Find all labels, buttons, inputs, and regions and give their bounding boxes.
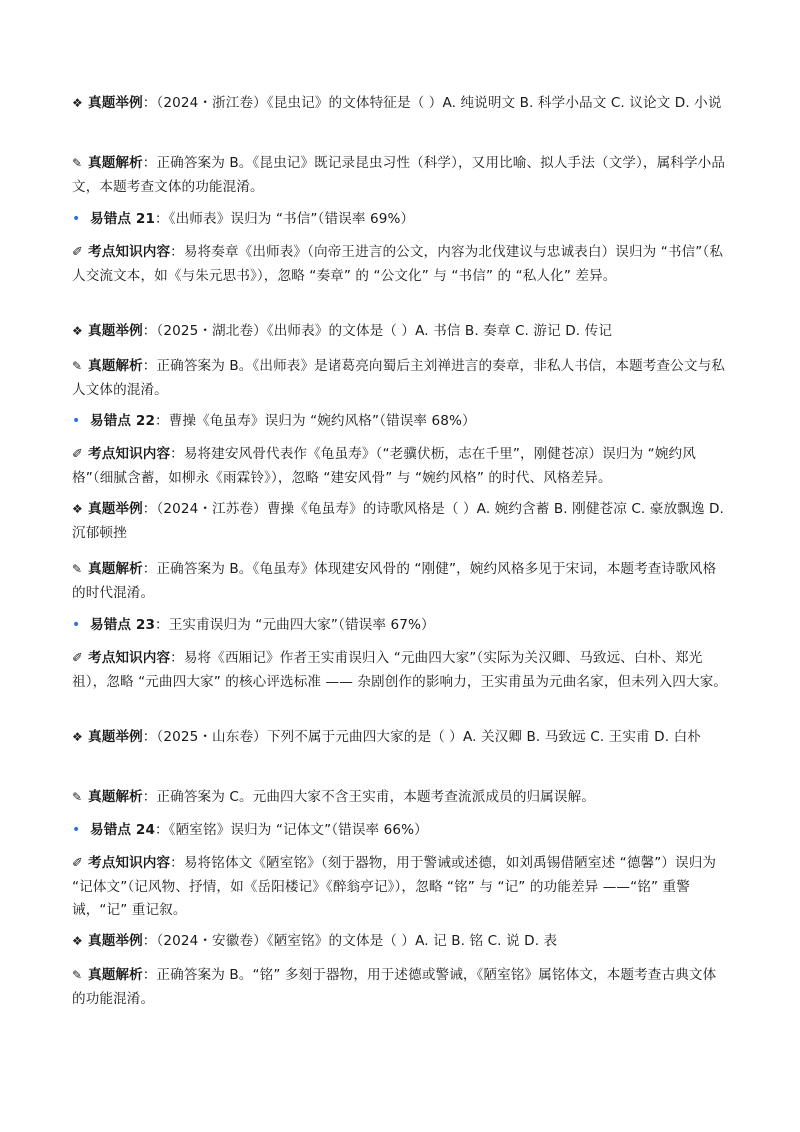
- knowledge-content-21: [72, 241, 728, 288]
- entry-label: 真题举例: [88, 501, 143, 517]
- entry-text: ：《陋室铭》误归为 “记体文”（错误率 66%）: [155, 822, 428, 838]
- pencil-icon: ✎: [72, 156, 83, 170]
- entry-label: 真题解析: [88, 967, 143, 983]
- entry-text: ：正确答案为 B。《昆虫记》既记录昆虫习性（科学），又用比喻、拟人手法（文学），属科学小品文，本题考查文体的功能混淆。: [72, 155, 726, 195]
- knowledge-content-22: [72, 443, 728, 490]
- entry-label: 易错点 24: [90, 822, 156, 838]
- diamond-icon: ❖: [72, 324, 83, 338]
- entry-text: ：正确答案为 B。《出师表》是诸葛亮向蜀后主刘禅进言的奏章，非私人书信，本题考查公文与私人文体的混淆。: [72, 358, 725, 398]
- knowledge-content-23: [72, 647, 728, 694]
- entry-text: ：（2024・安徽卷）《陋室铭》的文体是（ ）A. 记 B. 铭 C. 说 D. 表: [142, 933, 558, 949]
- example-question-2: [72, 320, 728, 344]
- entry-text: ：王实甫误归为 “元曲四大家”（错误率 67%）: [155, 617, 435, 633]
- diamond-icon: ❖: [72, 730, 83, 744]
- knowledge-content-24: [72, 852, 728, 923]
- diamond-icon: ❖: [72, 934, 83, 948]
- example-question-3: [72, 498, 728, 545]
- bullet-icon: •: [72, 211, 81, 227]
- entry-label: 真题举例: [88, 933, 143, 949]
- bullet-icon: •: [72, 822, 81, 838]
- entry-label: 考点知识内容: [88, 650, 171, 666]
- example-question-4: [72, 726, 728, 750]
- error-point-23: [72, 614, 728, 638]
- answer-analysis-2: [72, 355, 728, 402]
- entry-text: ：易将《西厢记》作者王实甫误归入 “元曲四大家”（实际为关汉卿、马致远、白朴、郑光祖），忽略 “元曲四大家” 的核心评选标准 —— 杂剧创作的影响力，王实甫虽为元曲名家，但未列入四大家。: [72, 650, 728, 690]
- answer-analysis-5: [72, 964, 728, 1011]
- entry-label: 易错点 22: [90, 413, 156, 429]
- entry-text: ：正确答案为 C。元曲四大家不含王实甫，本题考查流派成员的归属误解。: [142, 789, 595, 805]
- answer-analysis-1: [72, 152, 728, 199]
- pen-icon: ✐: [72, 245, 83, 260]
- entry-text: ：（2024・江苏卷）曹操《龟虽寿》的诗歌风格是（ ）A. 婉约含蓄 B. 刚健苍凉 C. 豪放飘逸 D. 沉郁顿挫: [72, 501, 724, 541]
- example-question-5: [72, 930, 728, 954]
- entry-text: ：曹操《龟虽寿》误归为 “婉约风格”（错误率 68%）: [155, 413, 476, 429]
- diamond-icon: ❖: [72, 502, 83, 516]
- entry-text: ：易将建安风骨代表作《龟虽寿》（“老骥伏枥，志在千里”，刚健苍凉）误归为 “婉约风格”（细腻含蓄，如柳永《雨霖铃》），忽略 “建安风骨” 与 “婉约风格” 的时代、风格差异。: [72, 446, 696, 486]
- entry-label: 考点知识内容: [88, 446, 171, 462]
- error-point-24: [72, 819, 728, 843]
- pen-icon: ✐: [72, 856, 83, 871]
- entry-label: 真题解析: [88, 155, 143, 171]
- entry-text: ：正确答案为 B。“铭” 多刻于器物，用于述德或警诫，《陋室铭》属铭体文，本题考查古典文体的功能混淆。: [72, 967, 717, 1007]
- entry-label: 考点知识内容: [88, 244, 171, 260]
- entry-label: 真题解析: [88, 561, 143, 577]
- entry-text: ：易将奏章《出师表》（向帝王进言的公文，内容为北伐建议与忠诚表白）误归为 “书信”（私人交流文本，如《与朱元思书》），忽略 “奏章” 的 “公文化” 与 “书信” 的 “私人化” 差异。: [72, 244, 724, 284]
- entry-label: 考点知识内容: [88, 855, 171, 871]
- entry-label: 易错点 23: [90, 617, 156, 633]
- entry-text: ：（2025・湖北卷）《出师表》的文体是（ ）A. 书信 B. 奏章 C. 游记 D. 传记: [142, 323, 613, 339]
- diamond-icon: ❖: [72, 96, 83, 110]
- entry-label: 真题举例: [88, 729, 143, 745]
- error-point-21: [72, 208, 728, 232]
- entry-text: ：（2024・浙江卷）《昆虫记》的文体特征是（ ）A. 纯说明文 B. 科学小品文 C. 议论文 D. 小说: [142, 95, 722, 111]
- pencil-icon: ✎: [72, 968, 83, 982]
- pen-icon: ✐: [72, 447, 83, 462]
- bullet-icon: •: [72, 413, 81, 429]
- entry-label: 真题举例: [88, 95, 143, 111]
- example-question-1: [72, 92, 728, 116]
- entry-label: 真题解析: [88, 358, 143, 374]
- answer-analysis-3: [72, 558, 728, 605]
- pen-icon: ✐: [72, 651, 83, 666]
- pencil-icon: ✎: [72, 359, 83, 373]
- pencil-icon: ✎: [72, 790, 83, 804]
- bullet-icon: •: [72, 617, 81, 633]
- pencil-icon: ✎: [72, 562, 83, 576]
- entry-text: ：正确答案为 B。《龟虽寿》体现建安风骨的 “刚健”，婉约风格多见于宋词，本题考查诗歌风格的时代混淆。: [72, 561, 717, 601]
- entry-text: ：易将铭体文《陋室铭》（刻于器物，用于警诫或述德，如刘禹锡借陋室述 “德馨”）误归为 “记体文”（记风物、抒情，如《岳阳楼记》《醉翁亭记》），忽略 “铭” 与 “记” 的功能差异 ——“铭” 重警诫，“记” 重记叙。: [72, 855, 717, 918]
- entry-label: 真题解析: [88, 789, 143, 805]
- entry-label: 易错点 21: [90, 211, 156, 227]
- entry-text: ：《出师表》误归为 “书信”（错误率 69%）: [155, 211, 415, 227]
- answer-analysis-4: [72, 786, 728, 810]
- entry-label: 真题举例: [88, 323, 143, 339]
- error-point-22: [72, 410, 728, 434]
- entry-text: ：（2025・山东卷）下列不属于元曲四大家的是（ ）A. 关汉卿 B. 马致远 C. 王实甫 D. 白朴: [142, 729, 701, 745]
